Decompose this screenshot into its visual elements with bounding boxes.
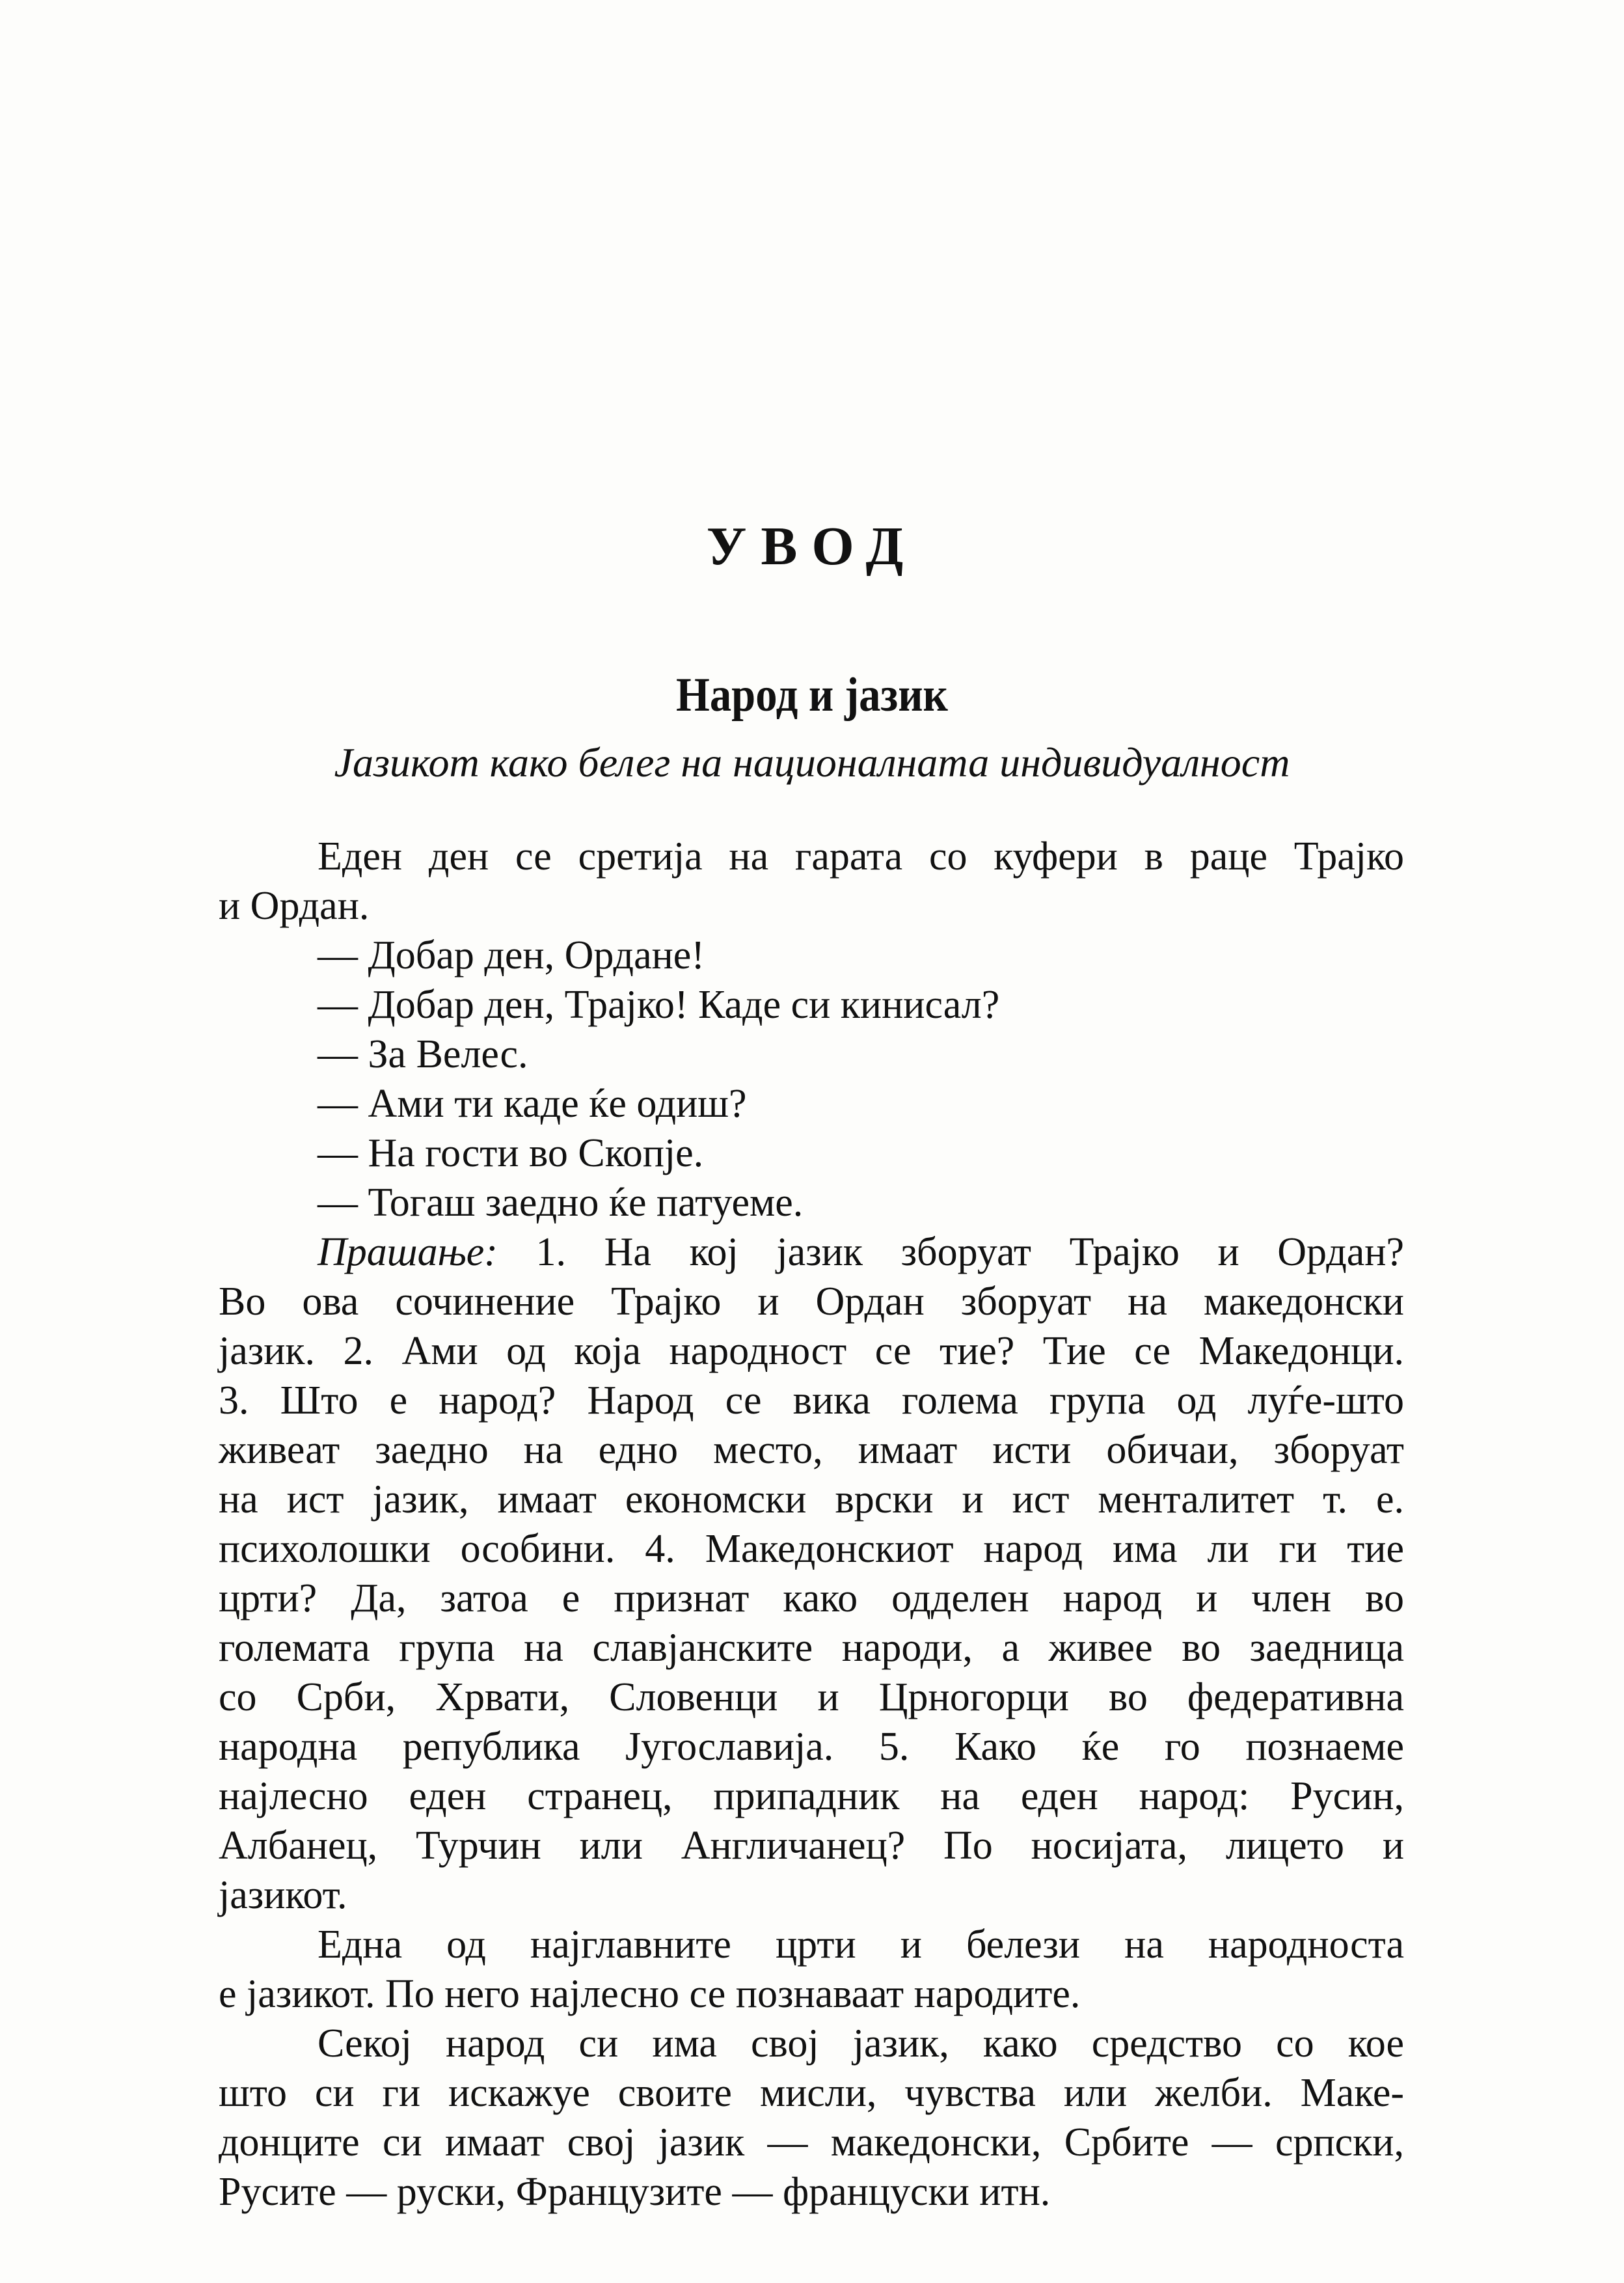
text-line: на ист јазик, имаат економски врски и ист менталитет т. е. bbox=[219, 1477, 1404, 1522]
text-line-rest: 1. На кој јазик зборуат Трајко и Ордан? bbox=[497, 1230, 1404, 1274]
paragraph bbox=[219, 832, 1404, 931]
text-line: и Ордан. bbox=[219, 884, 370, 928]
text-line: Во ова сочинение Трајко и Ордан зборуат на македонски bbox=[219, 1279, 1404, 1324]
paragraph bbox=[219, 2019, 1404, 2217]
text-line: живеат заедно на едно место, имаат исти обичаи, зборуат bbox=[219, 1428, 1404, 1472]
dialogue-line: — Ами ти каде ќе одиш? bbox=[318, 1082, 747, 1126]
dialogue-line: — За Велес. bbox=[318, 1032, 528, 1076]
dialogue-line: — Добар ден, Трајко! Каде си кинисал? bbox=[318, 983, 1000, 1027]
text-line: Секој народ си има свој јазик, како средство со кое bbox=[318, 2021, 1404, 2066]
text-line: најлесно еден странец, припадник на еден народ: Русин, bbox=[219, 1774, 1404, 1818]
text-line: е јазикот. По него најлесно се познаваат народите. bbox=[219, 1972, 1081, 2016]
text-line: јазикот. bbox=[219, 1873, 347, 1917]
text-line: Една од најглавните црти и белези на народноста bbox=[318, 1922, 1404, 1967]
text-line: што си ги искажуе своите мисли, чувства или желби. Маке- bbox=[219, 2071, 1404, 2115]
text-line: јазик. 2. Ами од која народност се тие? Тие се Македонци. bbox=[219, 1329, 1404, 1373]
text-line bbox=[219, 1227, 1404, 1277]
text-line: Албанец, Турчин или Англичанец? По носијата, лицето и bbox=[219, 1824, 1404, 1868]
question-label: Прашање: bbox=[318, 1230, 498, 1274]
text-line: големата група на славјанските народи, а живее во заедница bbox=[219, 1626, 1404, 1670]
text-line: 3. Што е народ? Народ се вика голема група од луѓе-што bbox=[219, 1378, 1404, 1423]
text-line: Русите — руски, Французите — француски итн. bbox=[219, 2170, 1051, 2214]
dialogue-line: — Тогаш заедно ќе патуеме. bbox=[318, 1181, 804, 1225]
section-subtitle: Јазикот како белег на националната индивидуалност bbox=[334, 739, 1290, 786]
text-line: Еден ден се сретија на гарата со куфери в раце Трајко bbox=[318, 834, 1404, 879]
paragraph bbox=[219, 1920, 1404, 2019]
text-line: со Срби, Хрвати, Словенци и Црногорци во федеративна bbox=[219, 1675, 1404, 1719]
paragraph bbox=[219, 1227, 1404, 1920]
body-text bbox=[219, 832, 1404, 2217]
text-line: донците си имаат свој јазик — македонски, Србите — српски, bbox=[219, 2120, 1404, 2165]
dialogue-line: — Добар ден, Ордане! bbox=[318, 933, 705, 977]
section-title: Народ и јазик bbox=[676, 668, 948, 722]
text-line: црти? Да, затоа е признат како одделен народ и член во bbox=[219, 1576, 1404, 1620]
text-line: психолошки особини. 4. Македонскиот народ има ли ги тие bbox=[219, 1527, 1404, 1571]
dialogue-block bbox=[219, 931, 1404, 1227]
dialogue-line: — На гости во Скопје. bbox=[318, 1131, 704, 1175]
chapter-title: УВОД bbox=[706, 516, 918, 577]
text-line: народна република Југославија. 5. Како ќе го познаеме bbox=[219, 1725, 1404, 1769]
